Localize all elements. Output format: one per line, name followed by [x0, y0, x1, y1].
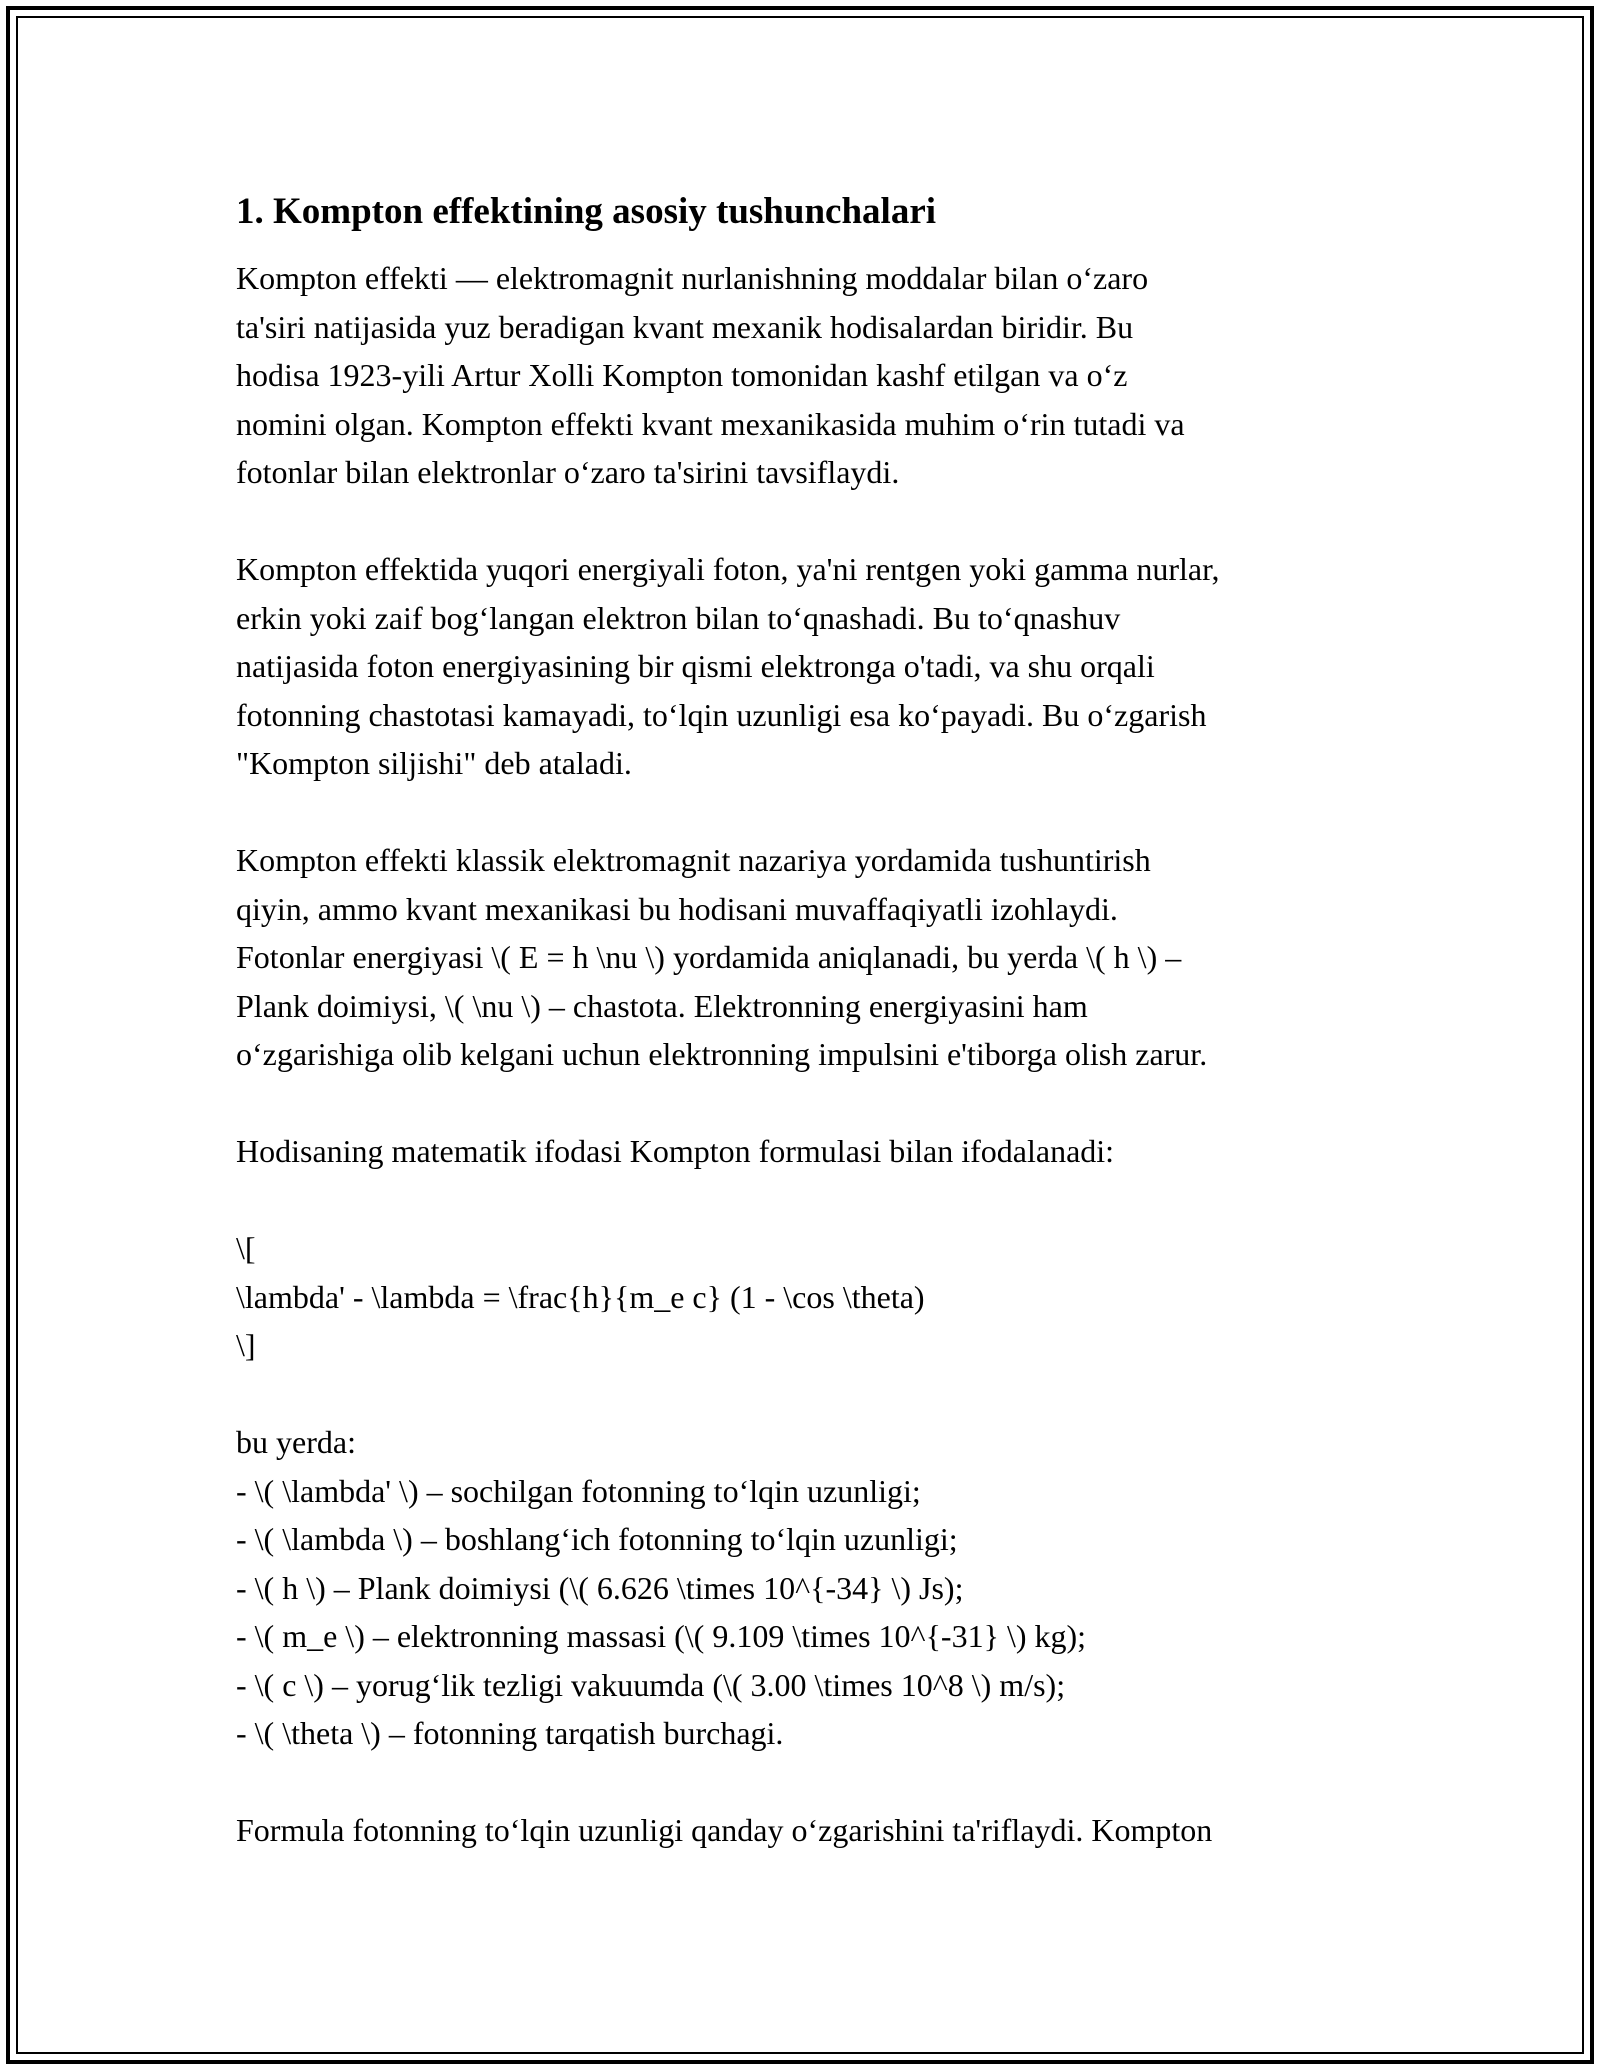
text-line: Kompton effekti — elektromagnit nurlanishning moddalar bilan o‘zaro [236, 260, 1149, 296]
text-line: fotonlar bilan elektronlar o‘zaro ta'sirini tavsiflaydi. [236, 454, 900, 490]
paragraph-conclusion [236, 1806, 1386, 1855]
text-line: fotonning chastotasi kamayadi, to‘lqin uzunligi esa ko‘payadi. Bu o‘zgarish [236, 696, 1207, 733]
text-line: qiyin, ammo kvant mexanikasi bu hodisani muvaffaqiyatli izohlaydi. [236, 890, 1118, 927]
text-line: ta'siri natijasida yuz beradigan kvant mexanik hodisalardan biridir. Bu [236, 308, 1134, 345]
text-line: Hodisaning matematik ifodasi Kompton formulasi bilan ifodalanadi: [236, 1133, 1115, 1169]
text-line: Plank doimiysi, \( \nu \) – chastota. Elektronning energiyasini ham [236, 987, 1088, 1024]
text-line: Kompton effekti klassik elektromagnit nazariya yordamida tushuntirish [236, 842, 1151, 878]
section-heading: 1. Kompton effektining asosiy tushunchalari [236, 191, 937, 232]
formula-block [236, 1224, 1386, 1370]
list-intro: bu yerda: [236, 1424, 356, 1460]
variable-list [236, 1418, 1386, 1758]
list-item: - \( c \) – yorug‘lik tezligi vakuumda (\( 3.00 \times 10^8 \) m/s); [236, 1666, 1066, 1703]
text-line: o‘zgarishiga olib kelgani uchun elektronning impulsini e'tiborga olish zarur. [236, 1036, 1208, 1072]
document-body [236, 188, 1386, 1903]
formula-line: \] [236, 1327, 256, 1363]
text-line: hodisa 1923-yili Artur Xolli Kompton tomonidan kashf etilgan va o‘z [236, 357, 1128, 393]
text-line: Kompton effektida yuqori energiyali foton, ya'ni rentgen yoki gamma nurlar, [236, 551, 1220, 587]
list-item: - \( \lambda' \) – sochilgan fotonning to‘lqin uzunligi; [236, 1472, 921, 1509]
text-line: nomini olgan. Kompton effekti kvant mexanikasida muhim o‘rin tutadi va [236, 405, 1185, 442]
paragraph-quantum [236, 836, 1386, 1079]
paragraph-intro [236, 254, 1386, 497]
paragraph-formula-intro [236, 1127, 1386, 1176]
list-item: - \( h \) – Plank doimiysi (\( 6.626 \times 10^{-34} \) Js); [236, 1569, 964, 1606]
text-line: Fotonlar energiyasi \( E = h \nu \) yordamida aniqlanadi, bu yerda \( h \) – [236, 939, 1182, 975]
list-item: - \( \lambda \) – boshlang‘ich fotonning to‘lqin uzunligi; [236, 1521, 958, 1557]
text-line: "Kompton siljishi" deb ataladi. [236, 745, 632, 781]
formula-line: \lambda' - \lambda = \frac{h}{m_e c} (1 - \cos \theta) [236, 1278, 925, 1315]
text-line: natijasida foton energiyasining bir qismi elektronga o'tadi, va shu orqali [236, 648, 1155, 684]
text-line: Formula fotonning to‘lqin uzunligi qanday o‘zgarishini ta'riflaydi. Kompton [236, 1812, 1213, 1848]
list-item: - \( \theta \) – fotonning tarqatish burchagi. [236, 1715, 784, 1751]
paragraph-collision [236, 545, 1386, 788]
text-line: erkin yoki zaif bog‘langan elektron bilan to‘qnashadi. Bu to‘qnashuv [236, 599, 1121, 636]
formula-line: \[ [236, 1230, 256, 1266]
list-item: - \( m_e \) – elektronning massasi (\( 9.109 \times 10^{-31} \) kg); [236, 1618, 1087, 1654]
